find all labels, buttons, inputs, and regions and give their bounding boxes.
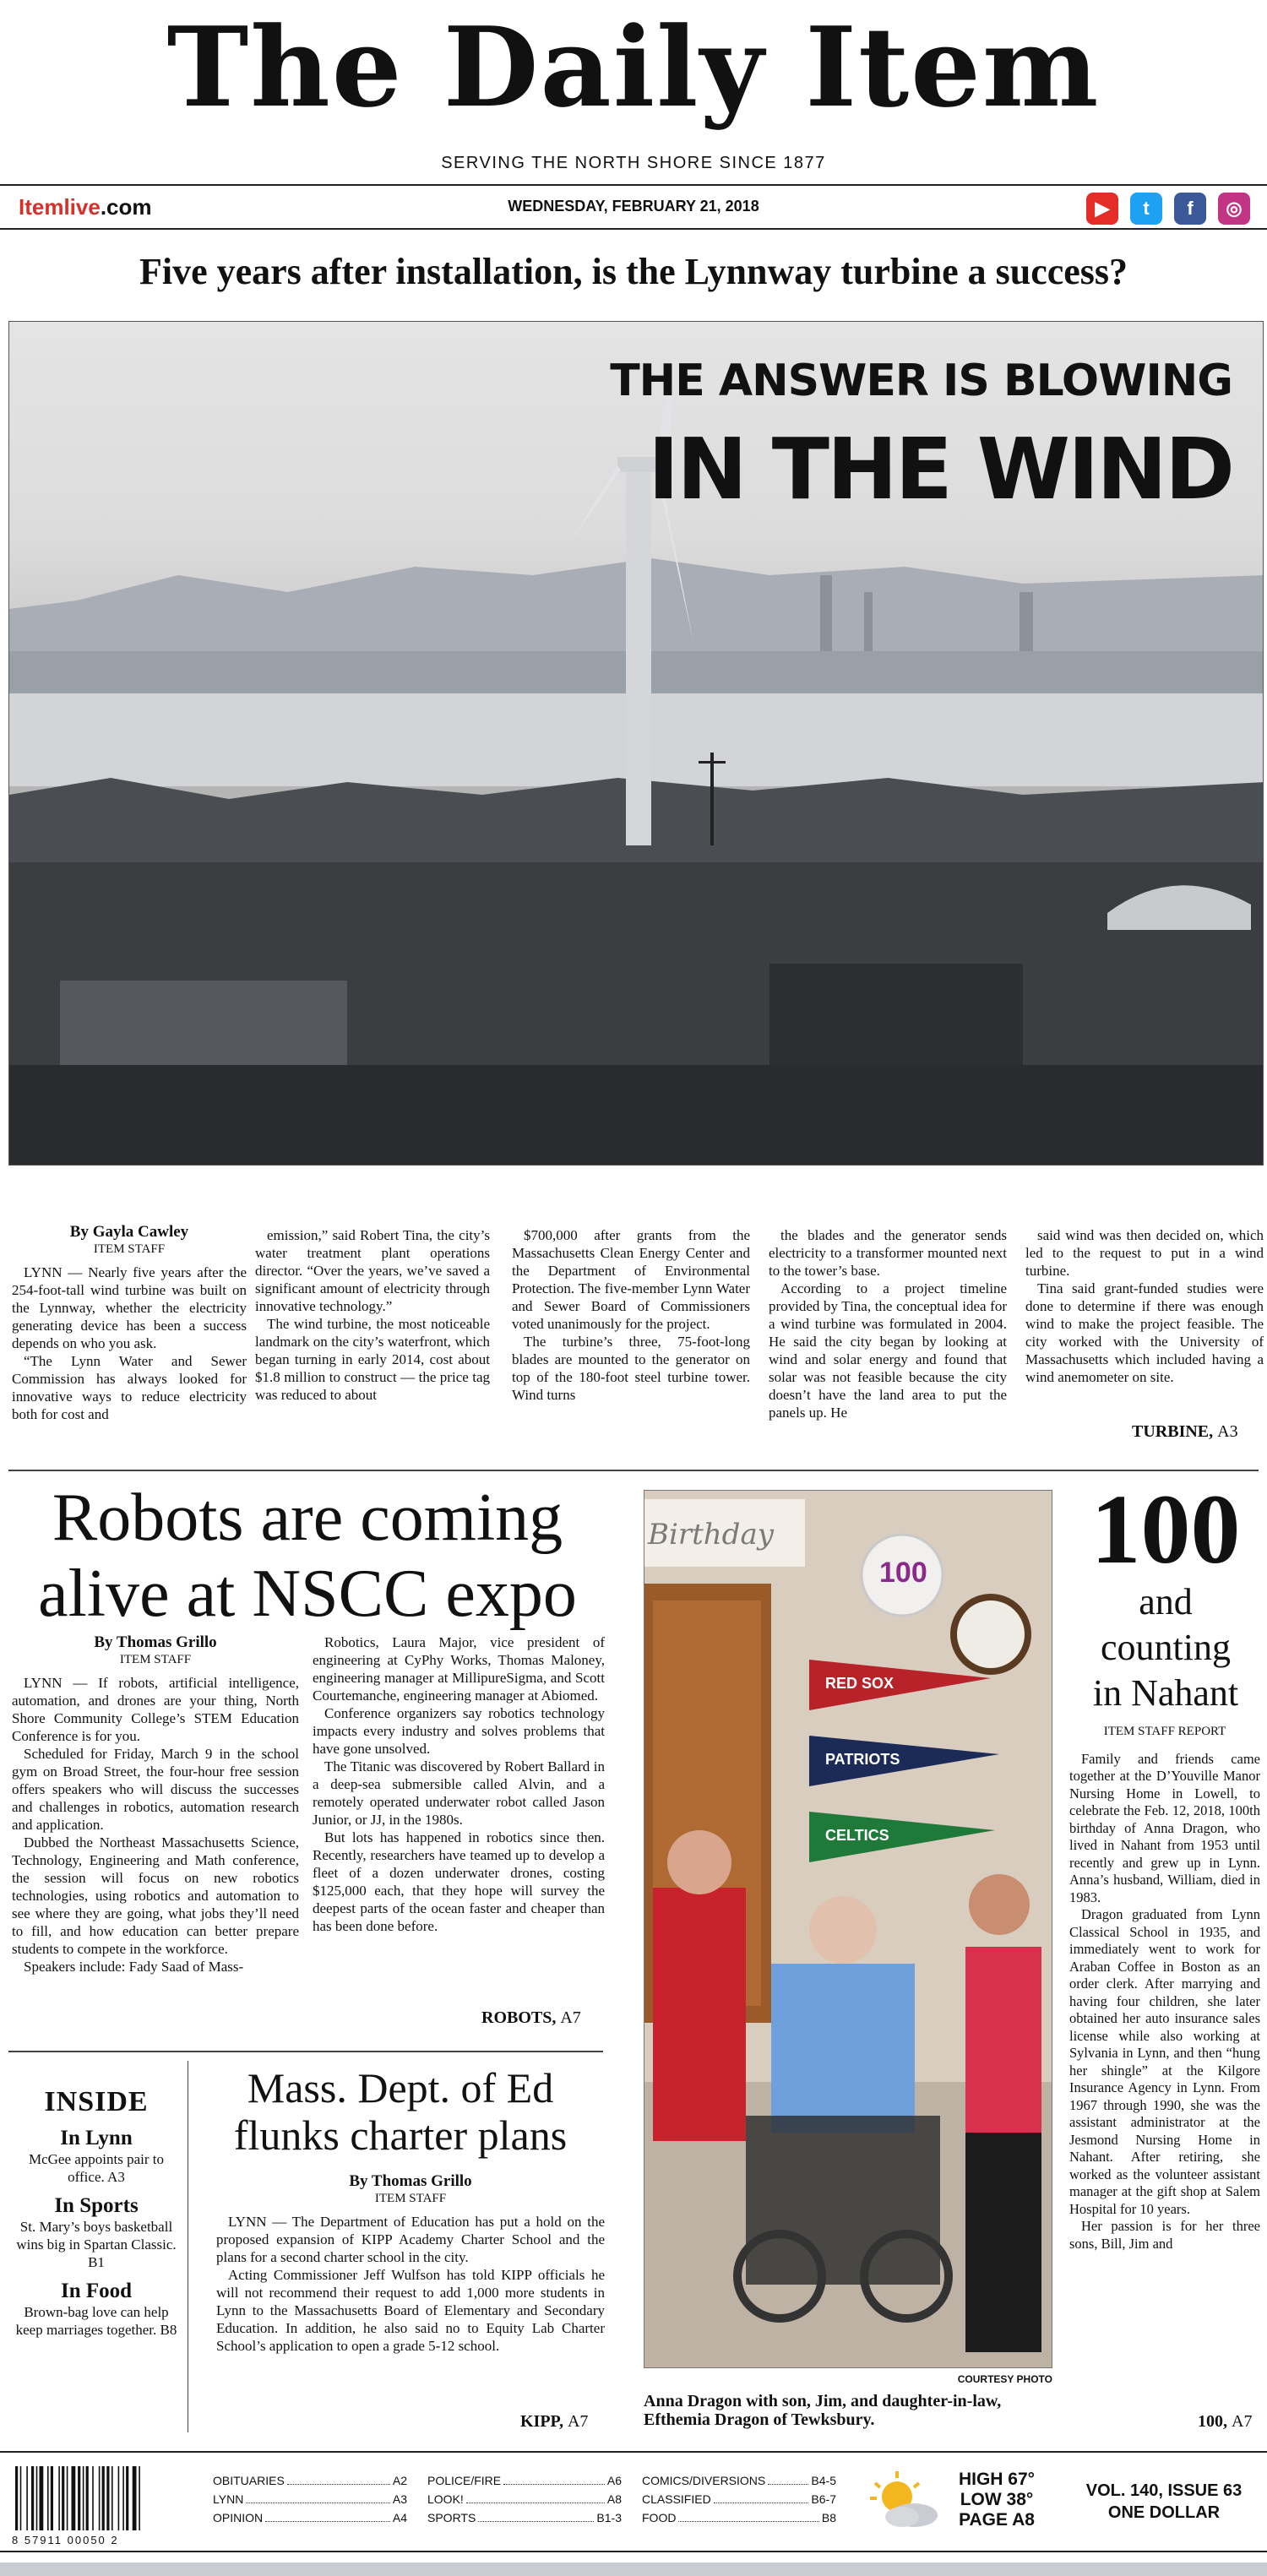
lead-column-3 <box>512 1226 750 1404</box>
lead-column-4 <box>769 1226 1007 1421</box>
inside-teaser: McGee appoints pair to office. A3 <box>28 2151 165 2185</box>
lead-paragraph: The wind turbine, the most noticeable landmark on the city’s waterfront, which began turning in early 2014, cost about $1.8 million to construct — the price tag was reduced to about <box>255 1316 490 1403</box>
robots-paragraph: Speakers include: Fady Saad of Mass- <box>24 1959 244 1975</box>
newspaper-title: The Daily Item <box>166 3 1101 132</box>
social-links <box>1086 193 1250 225</box>
hundred-jump-link[interactable]: 100, A7 <box>1198 2412 1253 2431</box>
mass-column <box>216 2172 605 2355</box>
index-entry[interactable]: LYNN A3 <box>213 2490 407 2508</box>
price: ONE DOLLAR <box>1107 2503 1221 2522</box>
lead-paragraph: Tina said grant-funded studies were done to determine if there was enough wind to make the project feasible. The city worked with the University of Massachusetts which included having a wind anemometer on site. <box>1025 1280 1264 1385</box>
lead-staff: ITEM STAFF <box>93 1242 166 1256</box>
volume-issue: VOL. 140, ISSUE 63 <box>1085 2481 1243 2500</box>
youtube-icon[interactable]: ▶ <box>1086 193 1118 225</box>
robots-paragraph: But lots has happened in robotics since then. Recently, researchers have teamed up to develop a fleet of a dozen underwater drones, costing $125,000 each, that they hope will survey the deepest parts of the ocean faster and cheaper than has been done before. <box>313 1829 605 1934</box>
robots-paragraph: Conference organizers say robotics technology impacts every industry and solves problems that have gone unsolved. <box>313 1705 605 1757</box>
barcode-number: 8 57911 00050 2 <box>12 2534 119 2546</box>
index-entry[interactable]: POLICE/FIRE A6 <box>427 2471 622 2490</box>
inside-section-food[interactable]: In Food <box>60 2280 133 2302</box>
index-column-3 <box>642 2471 836 2527</box>
barcode <box>12 2466 189 2534</box>
mass-paragraph: LYNN — The Department of Education has put a hold on the proposed expansion of KIPP Academy Charter School and the plans for a second charter school in the city. <box>216 2214 605 2265</box>
lead-paragraph: said wind was then decided on, which led to the request to put in a wind turbine. <box>1025 1227 1264 1279</box>
lead-byline: By Gayla Cawley <box>69 1223 189 1241</box>
inside-teaser: St. Mary’s boys basketball wins big in Spartan Classic. B1 <box>16 2219 177 2270</box>
turbine-jump-link[interactable]: TURBINE, A3 <box>1132 1422 1238 1441</box>
hundred-line: in Nahant <box>1092 1672 1239 1714</box>
robots-paragraph: Scheduled for Friday, March 9 in the school gym on Broad Street, the four-hour free session offers speakers who will discuss the successes and challenges in robotics, automation research and application. <box>12 1746 299 1833</box>
hundred-line: counting <box>1101 1627 1231 1668</box>
index-entry[interactable]: FOOD B8 <box>642 2508 836 2527</box>
index-entry[interactable]: OPINION A4 <box>213 2508 407 2527</box>
partly-cloudy-icon <box>867 2468 943 2535</box>
hundred-line: and <box>1139 1581 1193 1622</box>
section-divider <box>8 1470 1259 1471</box>
hundred-paragraph: Family and friends came together at the D’Youville Manor Nursing Home in Lowell, to celebrate the Feb. 12, 2018, 100th birthday of Anna Dragon, who lived in Nahant from 1953 until recently and grew up in Lynn. Anna’s husband, William, died in 1983. <box>1069 1750 1260 1905</box>
lead-column-2 <box>255 1226 490 1404</box>
mass-headline[interactable]: Mass. Dept. of Ed flunks charter plans <box>233 2064 568 2159</box>
pennant-celtics: CELTICS <box>825 1827 889 1844</box>
itemlive-link[interactable]: Itemlive.com <box>19 194 152 220</box>
twitter-icon[interactable]: t <box>1130 193 1162 225</box>
index-column-1 <box>213 2471 407 2527</box>
robots-byline: By Thomas Grillo <box>94 1633 217 1651</box>
lead-paragraph: According to a project timeline provided by Tina, the conceptual idea for a wind turbine was formulated in 2004. He said the city began by looking at wind and solar energy and found that solar was not feasible because the city doesn’t have the land area to put the panels up. He <box>769 1280 1007 1421</box>
low-temp: LOW 38° <box>960 2490 1034 2509</box>
date-bar <box>0 184 1267 230</box>
hundred-paragraph: Her passion is for her three sons, Bill, Jim and <box>1069 2218 1260 2252</box>
lead-paragraph: “The Lynn Water and Sewer Commission has always looked for innovative ways to reduce electricity both for cost and <box>12 1353 247 1422</box>
kipp-jump-link[interactable]: KIPP, A7 <box>520 2412 589 2431</box>
photo-caption: Anna Dragon with son, Jim, and daughter-in-law, Efthemia Dragon of Tewksbury. <box>644 2392 1002 2429</box>
lead-column-1 <box>12 1223 247 1423</box>
masthead <box>0 0 1267 177</box>
high-temp: HIGH 67° <box>958 2470 1036 2489</box>
issue-date: WEDNESDAY, FEBRUARY 21, 2018 <box>508 198 759 215</box>
robots-column-2 <box>313 1633 605 1935</box>
turbine-photo <box>8 321 1264 1166</box>
lead-headline[interactable]: Five years after installation, is the Lynnway turbine a success? <box>139 251 1128 292</box>
hundred-staff: ITEM STAFF REPORT <box>1103 1725 1226 1738</box>
facebook-icon[interactable]: f <box>1174 193 1206 225</box>
lead-column-5 <box>1025 1226 1264 1386</box>
index-entry[interactable]: SPORTS B1-3 <box>427 2508 622 2527</box>
robots-paragraph: The Titanic was discovered by Robert Ballard in a deep-sea submersible called Alvin, and a remotely operated underwater robot called Jason Junior, or JJ, in the 1980s. <box>313 1758 605 1828</box>
photo-overlay-line2: IN THE WIND <box>648 420 1232 519</box>
hundred-paragraph: Dragon graduated from Lynn Classical School in 1935, and immediately went to work for Araban Coffee in Boston as an order clerk. After marrying and having four children, she later obtained her auto insurance sales license while also working at Sylvania in Lynn, and then “hung her shingle” at the Kilgore Insurance Agency in Lynn. From 1967 through 1990, she was the assistant administrator at the Jesmond Nursing Home in Nahant. After retiring, she worked as the volunteer assistant manager at the gift shop at Salem Hospital for 10 years. <box>1069 1906 1260 2217</box>
index-entry[interactable]: LOOK! A8 <box>427 2490 622 2508</box>
balloon-number: 100 <box>879 1557 927 1589</box>
instagram-icon[interactable]: ◎ <box>1218 193 1250 225</box>
mass-paragraph: Acting Commissioner Jeff Wulfson has told KIPP officials he will not recommend their request to add 1,000 more students in Lynn to the Massachusetts Board of Elementary and Secondary Education. In addition, he also said no to Equity Lab Charter School’s application to open a grade 5-12 school. <box>216 2267 605 2354</box>
robots-paragraph: Dubbed the Northeast Massachusetts Science, Technology, Engineering and Math conference, the session will focus on new robotics technologies, using robotics and automation to see where they are going, what jobs they’ll need to fill, and how education can better prepare students to compete in the workforce. <box>12 1834 299 1957</box>
inside-teaser: Brown-bag love can help keep marriages together. B8 <box>15 2304 177 2338</box>
index-column-2 <box>427 2471 622 2527</box>
lead-paragraph: The turbine’s three, 75-foot-long blades are mounted to the generator on top of the 180-foot steel turbine tower. Wind turns <box>512 1334 750 1403</box>
index-entry[interactable]: OBITUARIES A2 <box>213 2471 407 2490</box>
robots-paragraph: LYNN — If robots, artificial intelligence, automation, and drones are your thing, North Shore Community College’s STEM Education Conference is for you. <box>12 1675 299 1744</box>
lead-paragraph: the blades and the generator sends electricity to a transformer mounted next to the tower’s base. <box>769 1227 1007 1279</box>
robots-column-1 <box>12 1633 299 1975</box>
robots-jump-link[interactable]: ROBOTS, A7 <box>481 2008 581 2027</box>
inside-section-lynn[interactable]: In Lynn <box>60 2127 133 2149</box>
weather-page: PAGE A8 <box>959 2510 1035 2530</box>
hundred-number: 100 <box>1090 1474 1241 1584</box>
tagline: SERVING THE NORTH SHORE SINCE 1877 <box>441 154 826 172</box>
photo-overlay-line1: THE ANSWER IS BLOWING <box>610 356 1232 406</box>
hundred-headline[interactable] <box>1073 1474 1259 1716</box>
bottom-strip <box>0 2562 1267 2576</box>
photo-credit: COURTESY PHOTO <box>957 2373 1052 2385</box>
mass-staff: ITEM STAFF <box>374 2192 447 2205</box>
pennant-redsox: RED SOX <box>825 1675 895 1692</box>
weather-box[interactable] <box>946 2470 1047 2530</box>
robots-headline[interactable]: Robots are coming alive at NSCC expo <box>38 1481 577 1631</box>
hundred-column <box>1069 1723 1260 2253</box>
birthday-sign: Birthday <box>648 1518 774 1552</box>
robots-staff: ITEM STAFF <box>119 1653 192 1666</box>
issue-info <box>1071 2480 1257 2524</box>
section-divider <box>8 2051 603 2052</box>
lead-paragraph: emission,” said Robert Tina, the city’s water treatment plant operations director. “Over the years, we’ve saved a significant amount of electricity through innovative technology.” <box>255 1227 490 1314</box>
inside-section-sports[interactable]: In Sports <box>54 2194 139 2217</box>
birthday-photo <box>644 1490 1052 2368</box>
robots-paragraph: Robotics, Laura Major, vice president of engineering at CyPhy Works, Thomas Maloney, engineering manager at MillipureSigma, and Scott Courtemanche, engineering manager at Abiomed. <box>313 1634 605 1704</box>
mass-byline: By Thomas Grillo <box>349 2172 472 2190</box>
birthday-photo-graphic <box>644 1491 1052 2368</box>
lead-paragraph: $700,000 after grants from the Massachusetts Clean Energy Center and the Department of Environmental Protection. The five-member Lynn Water and Sewer Board of Commissioners voted unanimously for the project. <box>512 1227 750 1332</box>
footer-bar <box>0 2451 1267 2552</box>
pennant-patriots: PATRIOTS <box>825 1751 900 1768</box>
index-entry[interactable]: COMICS/DIVERSIONS B4-5 <box>642 2471 836 2490</box>
lead-paragraph: LYNN — Nearly five years after the 254-foot-tall wind turbine was built on the Lynnway, whether the electricity generating device has been a success depends on who you ask. <box>12 1264 247 1351</box>
inside-title: INSIDE <box>44 2086 149 2117</box>
inside-box <box>12 2086 181 2339</box>
index-entry[interactable]: CLASSIFIED B6-7 <box>642 2490 836 2508</box>
